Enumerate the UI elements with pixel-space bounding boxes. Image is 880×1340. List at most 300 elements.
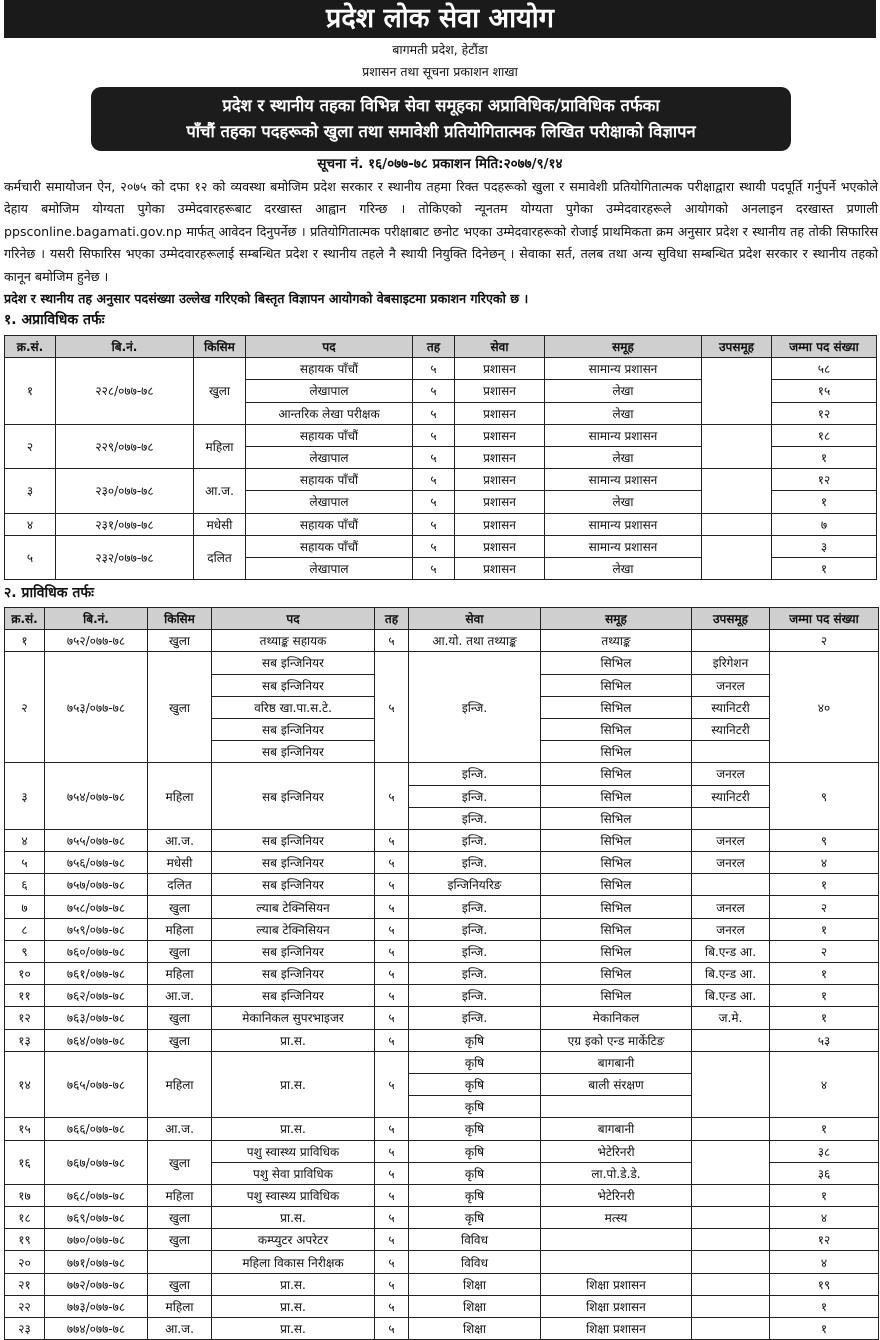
serial-number-cell: १ (5, 358, 56, 425)
serial-number-cell: १५ (5, 1118, 45, 1140)
level-cell: ५ (375, 1273, 409, 1295)
advertisement-number-cell: ७७०/०७७-७८ (45, 1229, 148, 1251)
total-posts-cell: १ (770, 1295, 879, 1317)
service-cell: इन्जि. (409, 763, 541, 785)
post-cell: सहायक पाँचौं (246, 424, 413, 446)
total-posts-cell: १ (770, 918, 879, 940)
post-cell: लेखापाल (246, 491, 413, 513)
post-cell: सब इन्जिनियर (212, 963, 375, 985)
level-cell: ५ (413, 535, 455, 557)
table-row (5, 1140, 879, 1162)
banner-line-1: प्रदेश र स्थानीय तहका विभिन्न सेवा समूहका अप्राविधिक/प्राविधिक तर्फका (222, 96, 660, 115)
table-row (5, 1251, 879, 1273)
advertisement-number-cell: ७७४/०७७-७८ (45, 1318, 148, 1340)
post-cell: वरिष्ठ खा.पा.स.टे. (212, 696, 375, 718)
service-cell: इन्जि. (409, 918, 541, 940)
advertisement-number-cell: ७५९/०७७-७८ (45, 918, 148, 940)
table-row (5, 535, 877, 557)
level-cell: ५ (413, 358, 455, 380)
total-posts-cell: ३८ (770, 1140, 879, 1162)
group-cell: सिभिल (541, 807, 692, 829)
advertisement-number-cell: ७५४/०७७-७८ (45, 763, 148, 830)
subgroup-cell: इरिगेशन (692, 652, 770, 674)
post-cell: लेखापाल (246, 380, 413, 402)
column-header-total-posts: जम्मा पद संख्या (772, 336, 877, 358)
serial-number-cell: २ (5, 424, 56, 468)
category-cell: खुला (148, 1207, 212, 1229)
service-cell: कृषि (409, 1118, 541, 1140)
category-cell: खुला (148, 630, 212, 652)
advertisement-number-cell: २३२/०७७-७८ (56, 535, 194, 579)
total-posts-cell: ३६ (770, 1162, 879, 1184)
serial-number-cell: ५ (5, 852, 45, 874)
technical-table-body (5, 630, 879, 1340)
group-cell: सिभिल (541, 718, 692, 740)
category-cell: महिला (148, 1051, 212, 1118)
service-cell: कृषि (409, 1051, 541, 1073)
banner-line-2: पाँचौं तहका पदहरूको खुला तथा समावेशी प्रतियोगितात्मक लिखित परीक्षाको विज्ञापन (186, 122, 696, 141)
table-row (5, 829, 879, 851)
serial-number-cell: २ (5, 652, 45, 763)
level-cell: ५ (375, 940, 409, 962)
group-cell: बागबानी (541, 1051, 692, 1073)
total-posts-cell: ४ (770, 1207, 879, 1229)
service-cell: प्रशासन (455, 446, 545, 468)
group-cell: सिभिल (541, 918, 692, 940)
subgroup-cell (692, 1229, 770, 1251)
total-posts-cell: १ (770, 1184, 879, 1206)
total-posts-cell: ५८ (772, 358, 877, 380)
service-cell: इन्जि. (409, 852, 541, 874)
group-cell: मत्स्य (541, 1207, 692, 1229)
total-posts-cell: ५३ (770, 1029, 879, 1051)
service-cell: इन्जि. (409, 652, 541, 763)
post-cell: कम्प्युटर अपरेटर (212, 1229, 375, 1251)
category-cell: महिला (194, 424, 246, 468)
post-cell: सब इन्जिनियर (212, 874, 375, 896)
total-posts-cell: १ (770, 1318, 879, 1340)
total-posts-cell: २ (770, 896, 879, 918)
column-header-post: पद (212, 608, 375, 630)
level-cell: ५ (375, 852, 409, 874)
nontechnical-table (4, 335, 877, 580)
table-row (5, 630, 879, 652)
serial-number-cell: २० (5, 1251, 45, 1273)
service-cell: कृषि (409, 1096, 541, 1118)
category-cell: आ.ज. (148, 829, 212, 851)
group-cell: सिभिल (541, 674, 692, 696)
level-cell: ५ (375, 1318, 409, 1340)
subgroup-cell (692, 630, 770, 652)
subgroup-cell (692, 807, 770, 829)
advertisement-number-cell: २३०/०७७-७८ (56, 469, 194, 513)
subgroup-cell (692, 1184, 770, 1206)
table-row (5, 852, 879, 874)
service-cell: प्रशासन (455, 402, 545, 424)
group-cell: सिभिल (541, 829, 692, 851)
service-cell: प्रशासन (455, 358, 545, 380)
advertisement-banner (91, 87, 791, 151)
table-row (5, 1207, 879, 1229)
group-cell: लेखा (545, 491, 702, 513)
group-cell: एग्र इको एन्ड मार्केटिङ (541, 1029, 692, 1051)
total-posts-cell: १ (770, 985, 879, 1007)
post-cell: सब इन्जिनियर (212, 829, 375, 851)
group-cell: सामान्य प्रशासन (545, 513, 702, 535)
column-header-advertisement-number: बि.नं. (45, 608, 148, 630)
website-note: प्रदेश र स्थानीय तह अनुसार पदसंख्या उल्लेख गरिएको बिस्तृत विज्ञापन आयोगको वेबसाइटमा प्रकाशन गरिएको छ । (4, 291, 529, 307)
post-cell: लेखापाल (246, 557, 413, 579)
total-posts-cell: ९ (770, 829, 879, 851)
technical-table (4, 607, 879, 1340)
service-cell: कृषि (409, 1140, 541, 1162)
column-header-subgroup: उपसमूह (702, 336, 772, 358)
column-header-level: तह (375, 608, 409, 630)
subgroup-cell (692, 1295, 770, 1317)
group-cell: सिभिल (541, 852, 692, 874)
service-cell: आ.यो. तथा तथ्याङ्क (409, 630, 541, 652)
table-row (5, 918, 879, 940)
group-cell: लेखा (545, 402, 702, 424)
category-cell (148, 1251, 212, 1273)
total-posts-cell: १ (770, 963, 879, 985)
post-cell: सहायक पाँचौं (246, 535, 413, 557)
post-cell: सब इन्जिनियर (212, 940, 375, 962)
serial-number-cell: ६ (5, 874, 45, 896)
service-cell: इन्जि. (409, 940, 541, 962)
group-cell: तथ्याङ्क (541, 630, 692, 652)
serial-number-cell: ५ (5, 535, 56, 579)
table-row (5, 896, 879, 918)
category-cell: मधेसी (194, 513, 246, 535)
advertisement-number-cell: २२९/०७७-७८ (56, 424, 194, 468)
post-cell: तथ्याङ्क सहायक (212, 630, 375, 652)
category-cell: खुला (194, 358, 246, 425)
level-cell: ५ (375, 763, 409, 830)
table-row (5, 358, 877, 380)
serial-number-cell: १९ (5, 1229, 45, 1251)
table-row (5, 1029, 879, 1051)
service-cell: कृषि (409, 1184, 541, 1206)
table-row (5, 985, 879, 1007)
province-line: बागमती प्रदेश, हेटौंडा (392, 42, 488, 57)
category-cell: खुला (148, 1007, 212, 1029)
post-cell: सहायक पाँचौं (246, 513, 413, 535)
table-row (5, 940, 879, 962)
post-cell: प्रा.स. (212, 1273, 375, 1295)
service-cell: इन्जि. (409, 896, 541, 918)
group-cell: सामान्य प्रशासन (545, 535, 702, 557)
advertisement-number-cell: ७७३/०७७-७८ (45, 1295, 148, 1317)
post-cell: सब इन्जिनियर (212, 852, 375, 874)
category-cell: महिला (148, 1184, 212, 1206)
table-row (5, 469, 877, 491)
subgroup-cell: जनरल (692, 674, 770, 696)
service-cell: प्रशासन (455, 380, 545, 402)
post-cell: सब इन्जिनियर (212, 763, 375, 830)
service-cell: प्रशासन (455, 513, 545, 535)
serial-number-cell: १२ (5, 1007, 45, 1029)
post-cell: सब इन्जिनियर (212, 674, 375, 696)
total-posts-cell: १९ (770, 1273, 879, 1295)
post-cell: प्रा.स. (212, 1295, 375, 1317)
total-posts-cell: ४० (770, 652, 879, 763)
total-posts-cell: १८ (772, 424, 877, 446)
level-cell: ५ (375, 829, 409, 851)
group-cell: सामान्य प्रशासन (545, 424, 702, 446)
level-cell: ५ (375, 1051, 409, 1118)
service-cell: इन्जि. (409, 829, 541, 851)
serial-number-cell: ३ (5, 469, 56, 513)
subgroup-cell (692, 874, 770, 896)
table-row (5, 1229, 879, 1251)
subgroup-cell (692, 1140, 770, 1184)
category-cell: खुला (148, 940, 212, 962)
post-cell: सब इन्जिनियर (212, 652, 375, 674)
total-posts-cell: ७ (772, 513, 877, 535)
service-cell: प्रशासन (455, 424, 545, 446)
total-posts-cell: १ (772, 557, 877, 579)
subgroup-cell: जनरल (692, 829, 770, 851)
subgroup-cell (692, 1251, 770, 1273)
service-cell: प्रशासन (455, 557, 545, 579)
subgroup-cell (692, 1273, 770, 1295)
table-row (5, 1273, 879, 1295)
category-cell: महिला (148, 763, 212, 830)
category-cell: आ.ज. (148, 1318, 212, 1340)
intro-paragraph (4, 176, 878, 310)
column-header-total-posts: जम्मा पद संख्या (770, 608, 879, 630)
level-cell: ५ (375, 1184, 409, 1206)
category-cell: खुला (148, 1029, 212, 1051)
column-header-serial-number: क्र.सं. (5, 608, 45, 630)
service-cell: कृषि (409, 1207, 541, 1229)
level-cell: ५ (413, 513, 455, 535)
service-cell: इन्जि. (409, 1007, 541, 1029)
subgroup-cell: जनरल (692, 896, 770, 918)
table-row (5, 1184, 879, 1206)
advertisement-number-cell: ७६६/०७७-७८ (45, 1118, 148, 1140)
level-cell: ५ (375, 963, 409, 985)
level-cell: ५ (413, 424, 455, 446)
post-cell: ल्याब टेक्निसियन (212, 896, 375, 918)
serial-number-cell: २२ (5, 1295, 45, 1317)
post-cell: प्रा.स. (212, 1318, 375, 1340)
level-cell: ५ (375, 1251, 409, 1273)
post-cell: मेकानिकल सुपरभाइजर (212, 1007, 375, 1029)
level-cell: ५ (375, 1162, 409, 1184)
category-cell: महिला (148, 1295, 212, 1317)
category-cell: खुला (148, 652, 212, 763)
level-cell: ५ (413, 557, 455, 579)
table-row (5, 874, 879, 896)
table-row (5, 1051, 879, 1073)
group-cell: बागबानी (541, 1118, 692, 1140)
group-cell: सिभिल (541, 963, 692, 985)
level-cell: ५ (375, 1140, 409, 1162)
subgroup-cell (692, 741, 770, 763)
column-header-group: समूह (545, 336, 702, 358)
post-cell: लेखापाल (246, 446, 413, 468)
total-posts-cell: १ (770, 1118, 879, 1140)
service-cell: प्रशासन (455, 535, 545, 557)
service-cell: विविध (409, 1251, 541, 1273)
total-posts-cell: २ (770, 940, 879, 962)
post-cell: पशु स्वास्थ्य प्राविधिक (212, 1184, 375, 1206)
category-cell: मधेसी (148, 852, 212, 874)
table-header-row (5, 336, 877, 358)
column-header-advertisement-number: बि.नं. (56, 336, 194, 358)
group-cell: सिभिल (541, 696, 692, 718)
column-header-level: तह (413, 336, 455, 358)
serial-number-cell: ४ (5, 513, 56, 535)
level-cell: ५ (375, 630, 409, 652)
group-cell: सामान्य प्रशासन (545, 469, 702, 491)
level-cell: ५ (375, 1118, 409, 1140)
column-header-post: पद (246, 336, 413, 358)
category-cell: दलित (148, 874, 212, 896)
service-cell: कृषि (409, 1029, 541, 1051)
group-cell: शिक्षा प्रशासन (541, 1318, 692, 1340)
advertisement-number-cell: ७६४/०७७-७८ (45, 1029, 148, 1051)
category-cell: खुला (148, 1229, 212, 1251)
technical-table-header (5, 608, 879, 630)
post-cell: प्रा.स. (212, 1207, 375, 1229)
serial-number-cell: १८ (5, 1207, 45, 1229)
subgroup-cell (702, 513, 772, 535)
level-cell: ५ (413, 446, 455, 468)
serial-number-cell: २१ (5, 1273, 45, 1295)
total-posts-cell: ४ (770, 1251, 879, 1273)
post-cell: ल्याब टेक्निसियन (212, 918, 375, 940)
serial-number-cell: १ (5, 630, 45, 652)
table-row (5, 763, 879, 785)
post-cell: सब इन्जिनियर (212, 985, 375, 1007)
subgroup-cell: स्यानिटरी (692, 696, 770, 718)
serial-number-cell: १४ (5, 1051, 45, 1118)
subgroup-cell (692, 1318, 770, 1340)
group-cell (541, 1229, 692, 1251)
advertisement-number-cell: ७७२/०७७-७८ (45, 1273, 148, 1295)
group-cell: शिक्षा प्रशासन (541, 1295, 692, 1317)
advertisement-number-cell: २३१/०७७-७८ (56, 513, 194, 535)
level-cell: ५ (375, 918, 409, 940)
subgroup-cell (702, 535, 772, 579)
group-cell: लेखा (545, 446, 702, 468)
category-cell: दलित (194, 535, 246, 579)
advertisement-number-cell: ७६१/०७७-७८ (45, 963, 148, 985)
post-cell: सहायक पाँचौं (246, 469, 413, 491)
column-header-service: सेवा (455, 336, 545, 358)
group-cell: भेटेरिनरी (541, 1140, 692, 1162)
service-cell: शिक्षा (409, 1273, 541, 1295)
serial-number-cell: ३ (5, 763, 45, 830)
category-cell: आ.ज. (194, 469, 246, 513)
section-heading-nontechnical: १. अप्राविधिक तर्फः (4, 312, 105, 328)
group-cell (541, 1096, 692, 1118)
level-cell: ५ (413, 402, 455, 424)
column-header-serial-number: क्र.सं. (5, 336, 56, 358)
serial-number-cell: १६ (5, 1140, 45, 1184)
nontechnical-table-header (5, 336, 877, 358)
post-cell: प्रा.स. (212, 1051, 375, 1118)
level-cell: ५ (413, 491, 455, 513)
commission-title: प्रदेश लोक सेवा आयोग (4, 0, 876, 38)
post-cell: पशु स्वास्थ्य प्राविधिक (212, 1140, 375, 1162)
category-cell: महिला (148, 963, 212, 985)
advertisement-number-cell: ७५३/०७७-७८ (45, 652, 148, 763)
category-cell: महिला (148, 918, 212, 940)
total-posts-cell: १२ (772, 402, 877, 424)
level-cell: ५ (413, 380, 455, 402)
post-cell: प्रा.स. (212, 1118, 375, 1140)
subgroup-cell: जनरल (692, 918, 770, 940)
subgroup-cell: स्यानिटरी (692, 785, 770, 807)
serial-number-cell: १० (5, 963, 45, 985)
group-cell (541, 1251, 692, 1273)
level-cell: ५ (375, 1207, 409, 1229)
advertisement-number-cell: ७६९/०७७-७८ (45, 1207, 148, 1229)
group-cell: सिभिल (541, 874, 692, 896)
service-cell: प्रशासन (455, 469, 545, 491)
level-cell: ५ (375, 985, 409, 1007)
total-posts-cell: २ (770, 630, 879, 652)
total-posts-cell: १ (772, 446, 877, 468)
level-cell: ५ (375, 1229, 409, 1251)
table-row (5, 1295, 879, 1317)
serial-number-cell: ७ (5, 896, 45, 918)
service-cell: शिक्षा (409, 1295, 541, 1317)
group-cell: सिभिल (541, 940, 692, 962)
column-header-group: समूह (541, 608, 692, 630)
section-heading-technical: २. प्राविधिक तर्फः (4, 585, 94, 601)
group-cell: लेखा (545, 380, 702, 402)
serial-number-cell: १३ (5, 1029, 45, 1051)
post-cell: सब इन्जिनियर (212, 718, 375, 740)
group-cell: लेखा (545, 557, 702, 579)
total-posts-cell: ४ (770, 1051, 879, 1118)
subgroup-cell: ज.मे. (692, 1007, 770, 1029)
serial-number-cell: २३ (5, 1318, 45, 1340)
subgroup-cell (702, 358, 772, 425)
subgroup-cell: जनरल (692, 763, 770, 785)
post-cell: पशु सेवा प्राविधिक (212, 1162, 375, 1184)
subgroup-cell (692, 1051, 770, 1118)
service-cell: कृषि (409, 1073, 541, 1095)
column-header-category: किसिम (194, 336, 246, 358)
service-cell: इन्जि. (409, 963, 541, 985)
advertisement-number-cell: ७६८/०७७-७८ (45, 1184, 148, 1206)
total-posts-cell: ४ (770, 852, 879, 874)
group-cell: सिभिल (541, 763, 692, 785)
service-cell: कृषि (409, 1162, 541, 1184)
service-cell: इन्जि. (409, 785, 541, 807)
advertisement-number-cell: ७५५/०७७-७८ (45, 829, 148, 851)
subgroup-cell (702, 469, 772, 513)
category-cell: आ.ज. (148, 1118, 212, 1140)
service-cell: शिक्षा (409, 1318, 541, 1340)
total-posts-cell: १ (770, 1007, 879, 1029)
subgroup-cell: जनरल (692, 852, 770, 874)
level-cell: ५ (375, 1007, 409, 1029)
column-header-service: सेवा (409, 608, 541, 630)
serial-number-cell: ४ (5, 829, 45, 851)
total-posts-cell: ९ (770, 763, 879, 830)
post-cell: प्रा.स. (212, 1029, 375, 1051)
post-cell: सहायक पाँचौं (246, 358, 413, 380)
level-cell: ५ (375, 896, 409, 918)
category-cell: आ.ज. (148, 985, 212, 1007)
